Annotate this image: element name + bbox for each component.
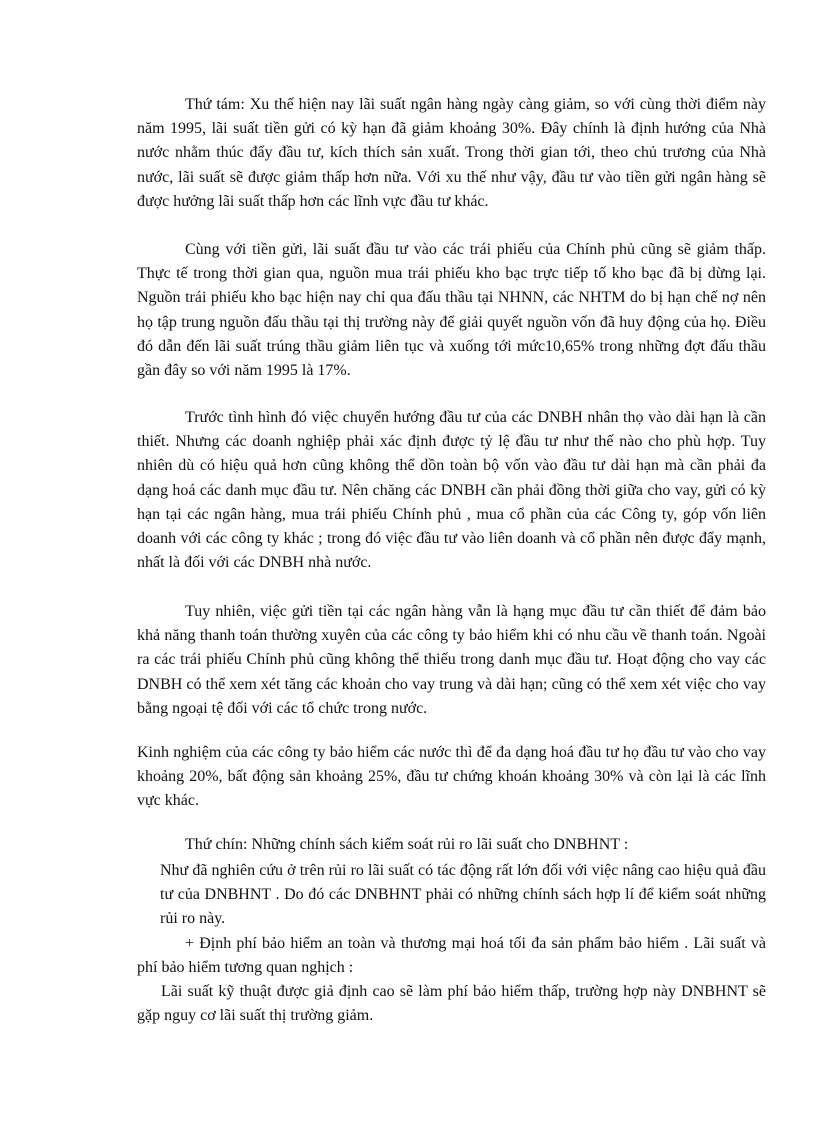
paragraph-rui-ro-lai-suat: Như đã nghiên cứu ở trên rủi ro lãi suất có tác động rất lớn đối với việc nâng cao hiệu quả đầu tư của DNBHNT . Do đó các DNBHNT phải có những chính sách hợp lí để kiểm soát những rủi ro này. <box>160 862 766 928</box>
paragraph-chuyen-huong-dau-tu: Trước tình hình đó việc chuyển hướng đầu tư của các DNBH nhân thọ vào dài hạn là cần thiết. Nhưng các doanh nghiệp phải xác định được tỷ lệ đầu tư như thế nào cho phù hợp. Tuy nhiên dù có hiệu quả hơn cũng không thể dồn toàn bộ vốn vào đầu tư dài hạn mà cần phải đa dạng hoá các danh mục đầu tư. Nên chăng các DNBH cần phải đồng thời giữa cho vay, gửi có kỳ hạn tại các ngân hàng, mua trái phiếu Chính phủ , mua cổ phần của các Công ty, góp vốn liên doanh với các công ty khác ; trong đó việc đầu tư vào liên doanh và cổ phần nên được đẩy mạnh, nhất là đối với các DNBH nhà nước. <box>137 409 766 572</box>
paragraph-thu-tam: Thứ tám: Xu thế hiện nay lãi suất ngân hàng ngày càng giảm, so với cùng thời điểm này năm 1995, lãi suất tiền gửi có kỳ hạn đã giảm khoảng 30%. Đây chính là định hướng của Nhà nước nhằm thúc đẩy đầu tư, kích thích sản xuất. Trong thời gian tới, theo chủ trương của Nhà nước, lãi suất sẽ được giảm thấp hơn nữa. Với xu thế như vậy, đầu tư vào tiền gửi ngân hàng sẽ được hưởng lãi suất thấp hơn các lĩnh vực đầu tư khác. <box>137 96 766 210</box>
paragraph-lai-suat-ky-thuat: Lãi suất kỹ thuật được giả định cao sẽ làm phí bảo hiểm thấp, trường hợp này DNBHNT sẽ gặp nguy cơ lãi suất thị trường giảm. <box>137 983 766 1025</box>
bullet-dinh-phi-bao-hiem: + Định phí bảo hiểm an toàn và thương mại hoá tối đa sản phẩm bảo hiểm . Lãi suất và phí bảo hiểm tương quan nghịch : <box>137 935 766 977</box>
paragraph-kinh-nghiem: Kinh nghiệm của các công ty bảo hiểm các nước thì để đa dạng hoá đầu tư họ đầu tư vào cho vay khoảng 20%, bất động sản khoảng 25%, đầu tư chứng khoán khoảng 30% và còn lại là các lĩnh vực khác. <box>137 744 766 810</box>
heading-thu-chin: Thứ chín: Những chính sách kiểm soát rủi ro lãi suất cho DNBHNT : <box>185 836 629 853</box>
paragraph-trai-phieu: Cùng với tiền gửi, lãi suất đầu tư vào các trái phiếu của Chính phủ cũng sẽ giảm thấp. Thực tế trong thời gian qua, nguồn mua trái phiếu kho bạc trực tiếp tố kho bạc đã bị dừng lại. Nguồn trái phiếu kho bạc hiện nay chỉ qua đấu thầu tại NHNN, các NHTM do bị hạn chế nợ nên họ tập trung nguồn đấu thầu tại thị trường này để giải quyết nguồn vốn đã huy động của họ. Điều đó dẫn đến lãi suất trúng thầu giảm liên tục và xuống tới mức10,65% trong những đợt đấu thầu gần đây so với năm 1995 là 17%. <box>137 241 766 380</box>
paragraph-gui-tien-ngan-hang: Tuy nhiên, việc gửi tiền tại các ngân hàng vẫn là hạng mục đầu tư cần thiết để đảm bảo khả năng thanh toán thường xuyên của các công ty bảo hiểm khi có nhu cầu về thanh toán. Ngoài ra các trái phiếu Chính phủ cũng không thể thiếu trong danh mục đầu tư. Hoạt động cho vay các DNBH có thể xem xét tăng các khoản cho vay trung và dài hạn; cũng có thể xem xét việc cho vay bằng ngoại tệ đối với các tổ chức trong nước. <box>137 603 766 717</box>
